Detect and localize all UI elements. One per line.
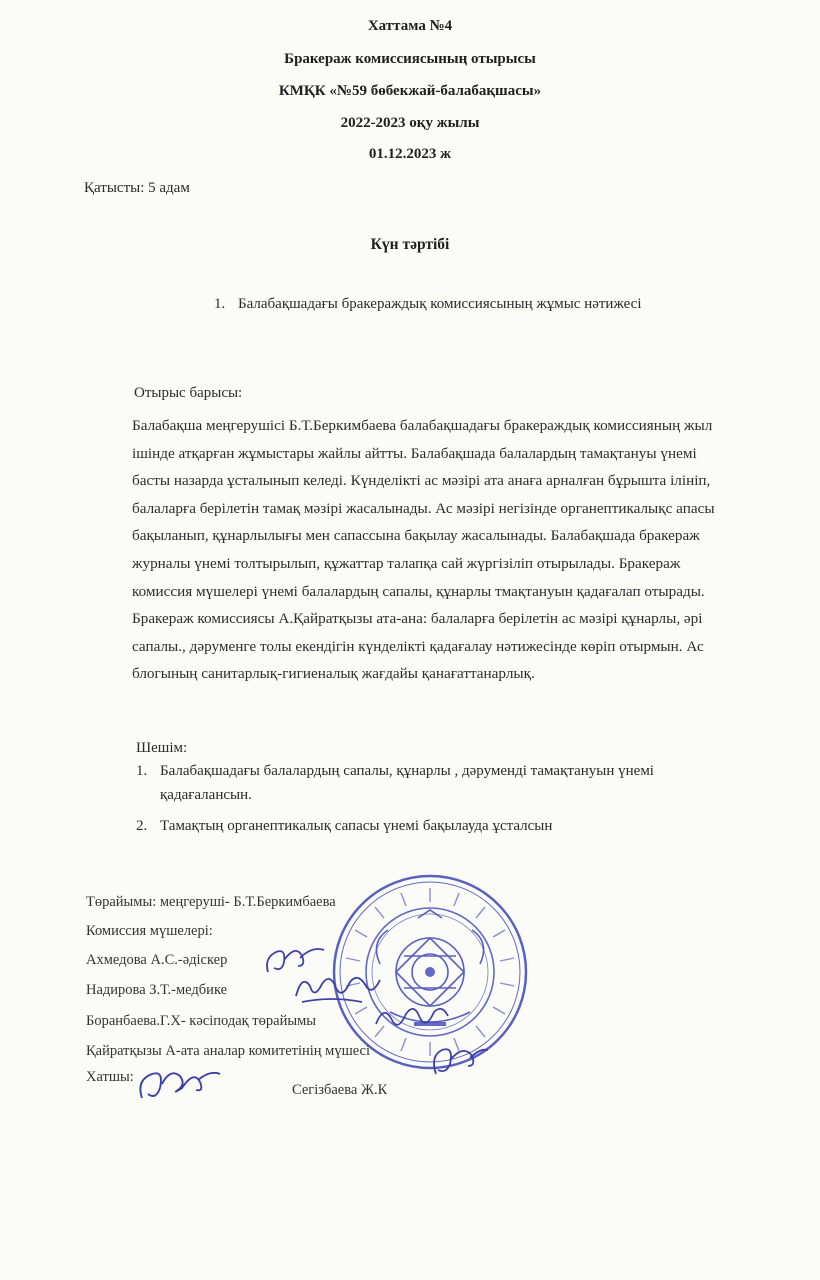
proceedings-line: балаларға берілетін тамақ мәзірі жасалынады. Ас мәзірі негізінде органептикалықс апасы: [132, 499, 715, 517]
decision-item-number: 1.: [136, 763, 148, 779]
academic-year: 2022-2023 оқу жылы: [340, 115, 480, 131]
attendance-count: Қатысты: 5 адам: [84, 180, 190, 196]
decision-title: Шешім:: [136, 740, 188, 756]
proceedings-line: Бракераж комиссиясы А.Қайратқызы ата-ана: балаларға берілетін ас мәзірі құнарлы, әрі: [132, 610, 703, 628]
decision-item-number: 2.: [136, 818, 148, 834]
decision-item: Тамақтың органептикалық сапасы үнемі бақылауда ұсталсын: [160, 818, 553, 834]
proceedings-line: бақыланып, құнарлылығы мен сапассына бақылау жасалынады. Балабақшада бракераж: [132, 527, 700, 545]
proceedings-line: Балабақша меңгерушісі Б.Т.Беркимбаева балабақшадағы бракераждық комиссияның жыл: [132, 417, 713, 434]
proceedings-line: журналы үнемі толтырылып, құжаттар талапқа сай жүргізіліп отырылады. Бракераж: [132, 554, 681, 572]
organization-name: КМҚК «№59 бөбекжай-балабақшасы»: [278, 83, 542, 99]
proceedings-line: басты назарда ұсталынып келеді. Күнделікті ас мәзірі ата анаға арналған бұрышта ілініп,: [132, 472, 711, 490]
secretary-name: Сегізбаева Ж.К: [292, 1082, 388, 1098]
proceedings-line: сапалы., дәруменге толы екендігін күнделікті қадағалау нәтижесінде көріп отырмын. Ас: [132, 637, 704, 655]
secretary-label: Хатшы:: [86, 1069, 134, 1085]
proceedings-title: Отырыс барысы:: [134, 385, 243, 401]
handwritten-signature-icon: [428, 1040, 492, 1080]
meeting-title: Бракераж комиссиясының отырысы: [284, 51, 536, 67]
proceedings-text: [132, 412, 804, 688]
meeting-date: 01.12.2023 ж: [368, 146, 452, 162]
agenda-item: Балабақшадағы бракераждық комиссиясының жұмыс нәтижесі: [238, 296, 642, 312]
decision-item-continuation: қадағалансын.: [160, 787, 252, 803]
decision-item: Балабақшадағы балалардың сапалы, құнарлы , дәруменді тамақтануын үнемі: [160, 763, 654, 779]
proceedings-line: блогының санитарлық-гигиеналық жағдайы қанағаттанарлық.: [132, 665, 535, 683]
handwritten-signature-icon: [136, 1060, 224, 1106]
proceedings-line: комиссия мүшелері үнемі балалардың сапалы, құнарлы тмақтануын қадағалап отырады.: [132, 582, 705, 600]
handwritten-signature-icon: [292, 966, 382, 1010]
member-boranbaeva: Боранбаева.Г.Х- кәсіподақ төрайымы: [86, 1013, 316, 1029]
agenda-title: Күн тәртібі: [370, 236, 450, 253]
member-akhmedova: Ахмедова А.С.-әдіскер: [86, 952, 228, 968]
members-title: Комиссия мүшелері:: [86, 923, 213, 939]
member-nadirova: Надирова З.Т.-медбике: [86, 982, 228, 998]
member-kairatkyzy: Қайратқызы А-ата аналар комитетінің мүшесі: [86, 1043, 371, 1059]
handwritten-signature-icon: [372, 998, 452, 1038]
agenda-item-number: 1.: [214, 296, 226, 312]
chair-signature-line: Төрайымы: меңгеруші- Б.Т.Беркимбаева: [86, 894, 336, 910]
proceedings-line: ішінде атқарған жұмыстары жайлы айтты. Балабақшада балалардың тамақтануы үнемі: [132, 444, 697, 462]
protocol-number: Хаттама №4: [367, 18, 453, 34]
